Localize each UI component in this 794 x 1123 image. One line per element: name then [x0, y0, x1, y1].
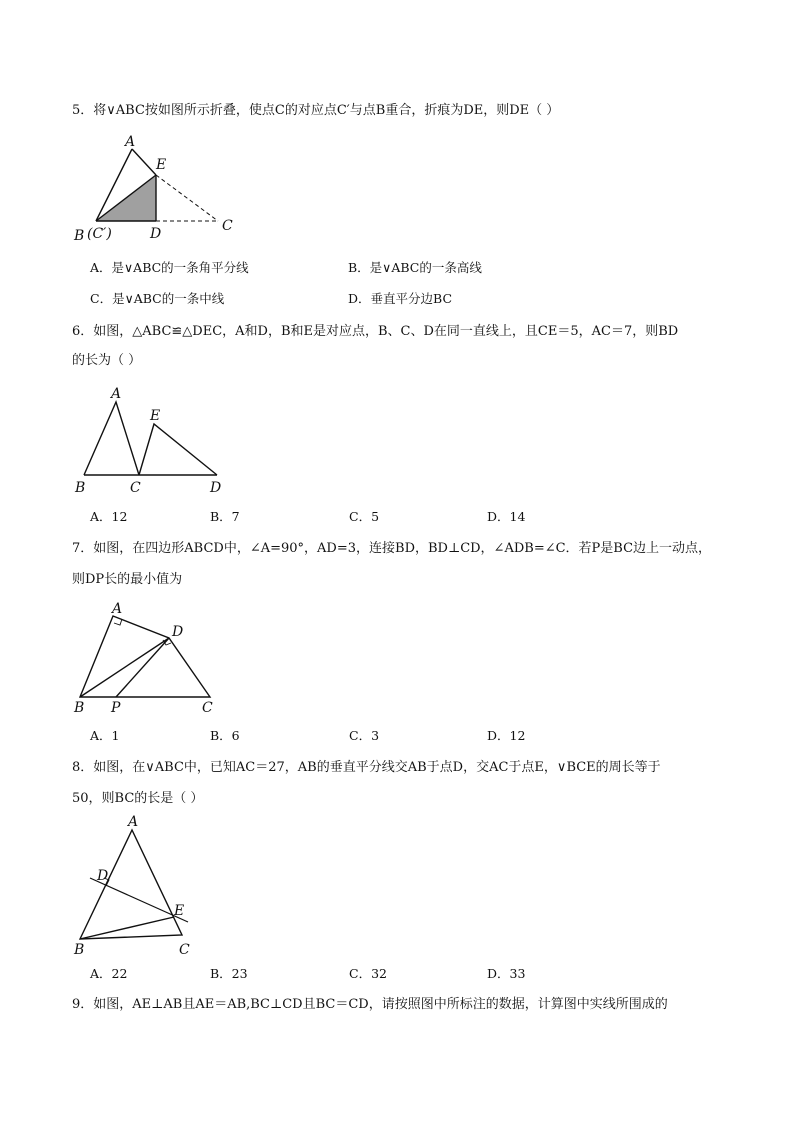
- label-a: A: [128, 814, 139, 830]
- q7-option-a: A．1: [90, 728, 120, 743]
- triangle-abc: [84, 402, 139, 475]
- q5-option-d: D．垂直平分边BC: [348, 291, 453, 306]
- q8-option-d: D．33: [487, 966, 526, 981]
- label-d: D: [210, 480, 222, 496]
- label-c: C: [179, 942, 190, 958]
- question-8-stem-line2: 50，则BC的长是（ ）: [72, 791, 204, 806]
- q5-option-a: A．是∨ABC的一条角平分线: [90, 260, 249, 275]
- question-7-stem-line1: 7．如图，在四边形ABCD中，∠A=90°，AD=3，连接BD，BD⊥CD，∠ADB=∠C．若P是BC边上一动点，: [72, 541, 712, 556]
- triangle-abc: [80, 830, 185, 939]
- label-b: B: [74, 942, 85, 958]
- q8-option-c: C．32: [349, 966, 387, 981]
- label-e: E: [150, 408, 161, 424]
- segment-ae: [132, 149, 156, 175]
- q7-option-c: C．3: [349, 728, 380, 743]
- question-5-stem: 5．将∨ABC按如图所示折叠，使点C的对应点C′与点B重合，折痕为DE，则DE（ ）: [72, 103, 560, 118]
- triangle-dec: [139, 424, 217, 475]
- label-b: B: [74, 228, 85, 244]
- question-8-stem-line1: 8．如图，在∨ABC中，已知AC＝27，AB的垂直平分线交AB于点D，交AC于点E，∨BCE的周长等于: [72, 760, 661, 775]
- question-7-stem-line2: 则DP长的最小值为: [72, 572, 183, 587]
- q8-option-b: B．23: [210, 966, 248, 981]
- question-9-stem: 9．如图，AE⊥AB且AE＝AB,BC⊥CD且BC＝CD，请按照图中所标注的数据，计算图中实线所围成的: [72, 997, 668, 1012]
- question-7-figure: [70, 600, 225, 716]
- q6-option-a: A．12: [90, 509, 128, 524]
- q6-option-b: B．7: [210, 509, 240, 524]
- label-d: D: [97, 868, 109, 884]
- label-e: E: [156, 157, 167, 173]
- question-6-figure: [70, 384, 235, 496]
- question-6-stem-line1: 6．如图，△ABC≌△DEC，A和D，B和E是对应点，B、C、D在同一直线上，且CE＝5，AC＝7，则BD: [72, 324, 679, 339]
- dashed-segment-ec: [156, 175, 218, 221]
- q5-option-c: C．是∨ABC的一条中线: [90, 291, 225, 306]
- question-6-stem-line2: 的长为（ ）: [72, 353, 142, 368]
- label-a: A: [112, 601, 123, 617]
- label-d: D: [172, 624, 184, 640]
- q6-option-c: C．5: [349, 509, 380, 524]
- q7-option-d: D．12: [487, 728, 526, 743]
- q5-option-b: B．是∨ABC的一条高线: [348, 260, 482, 275]
- q6-option-d: D．14: [487, 509, 526, 524]
- label-c: C: [130, 480, 141, 496]
- label-c: C: [202, 700, 213, 716]
- label-p: P: [111, 700, 121, 716]
- label-a: A: [111, 386, 122, 402]
- q8-option-a: A．22: [90, 966, 128, 981]
- question-8-figure: [70, 812, 200, 958]
- label-d: D: [150, 226, 162, 242]
- right-angle-mark-a: [114, 619, 122, 625]
- question-5-figure: [70, 132, 250, 244]
- label-c-prime: (C′): [87, 226, 112, 242]
- label-b: B: [74, 700, 85, 716]
- label-b: B: [75, 480, 86, 496]
- label-e: E: [174, 903, 185, 919]
- label-a: A: [125, 134, 136, 150]
- q7-option-b: B．6: [210, 728, 240, 743]
- label-c: C: [222, 218, 233, 234]
